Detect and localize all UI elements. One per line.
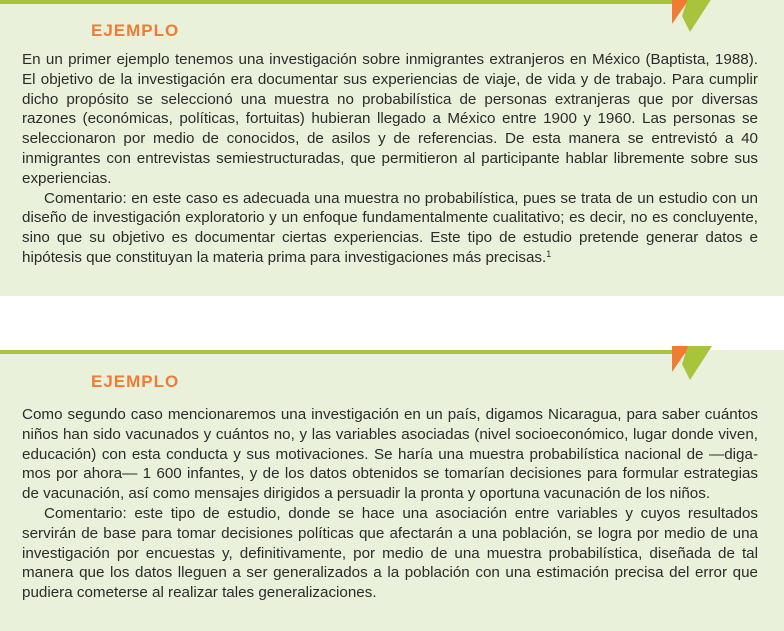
example-paragraph: Como segundo caso mencionaremos una investigación en un país, digamos Nicaragua, para saber cuántos niños han sido vacunados y cuántos no, y las variables asociadas (nivel socioeconómico, lugar donde viven, educación) con esta conducta y sus motivaciones. Se haría una muestra probabilística nacional de —digamos por ahora— 1 600 infantes, y de los datos obtenidos se tomarían decisiones para formular estrategias de vacunación, así como mensajes dirigidos a persuadir la pronta y oportuna vacunación de los niños. — [22, 406, 758, 503]
example-text — [22, 405, 758, 603]
example-heading: EJEMPLO — [91, 21, 180, 40]
example-box-1 — [0, 0, 784, 296]
example-box-2 — [0, 350, 784, 631]
example-comment: Comentario: este tipo de estudio, donde se hace una asociación entre variables y cuyos resultados servirán de base para tomar decisiones políticas que afectarán a una población, se logra por medio de una investigación por encuestas y, definitivamente, por medio de una muestra probabilística, diseñada de tal manera que los datos lleguen a ser generalizados a la población con una estimación precisa del error que pudiera cometerse al realizar tales generalizaciones. — [22, 504, 758, 602]
example-paragraph: En un primer ejemplo tenemos una investigación sobre inmigrantes extranjeros en México (Baptista, 1988). El objetivo de la investigación era documentar sus experiencias de viaje, de vida y de trabajo. Para cumplir dicho propósito se seleccionó una muestra no probabilística de personas extranjeras que por diversas razones (económicas, políticas, fortuitas) hubieran llegado a México entre 1900 y 1960. Las personas se seleccionaron por medio de conocidos, de asilos y de referencias. De esta manera se entrevistó a 40 inmigrantes con entrevistas semiestructuradas, que permitieron al participante hablar libremente sobre sus experiencias. — [22, 51, 758, 187]
corner-decoration-icon — [668, 346, 712, 380]
footnote-marker: 1 — [546, 248, 552, 259]
top-rule — [0, 0, 686, 4]
corner-decoration-icon — [668, 0, 712, 32]
example-comment: Comentario: en este caso es adecuada una muestra no probabilística, pues se trata de un estudio con un diseño de investigación exploratorio y un enfoque fundamentalmente cualitativo; es decir, no es concluyente, sino que su objetivo es documentar ciertas experiencias. Este tipo de estudio pretende generar datos e hipótesis que constituyan la materia prima para investigaciones más precisas.$^1$ — [22, 189, 758, 266]
example-heading: EJEMPLO — [91, 372, 180, 391]
example-text — [22, 50, 758, 268]
top-rule — [0, 350, 686, 354]
